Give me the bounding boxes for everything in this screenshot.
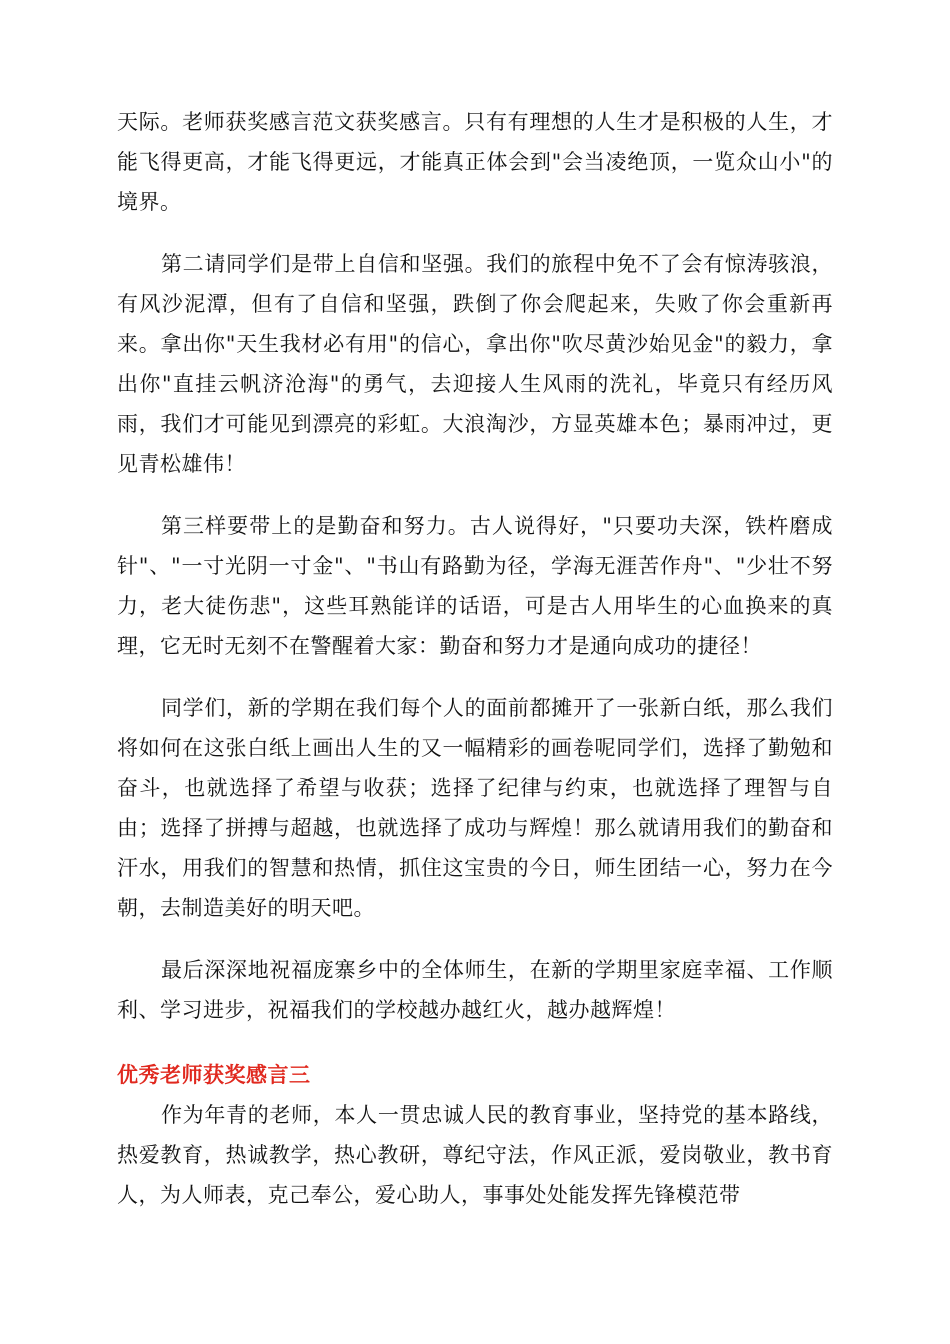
paragraph-4: 同学们，新的学期在我们每个人的面前都摊开了一张新白纸，那么我们将如何在这张白纸上画出人生的又一幅精彩的画卷呢同学们，选择了勤勉和奋斗，也就选择了希望与收获；选择了纪律与约束，也就选择了理智与自由；选择了拼搏与超越，也就选择了成功与辉煌！那么就请用我们的勤奋和汗水，用我们的智慧和热情，抓住这宝贵的今日，师生团结一心，努力在今朝，去制造美好的明天吧。 <box>117 696 833 920</box>
section-heading: 优秀老师获奖感言三 <box>117 1063 311 1087</box>
paragraph-5: 最后深深地祝福庞寨乡中的全体师生，在新的学期里家庭幸福、工作顺利、学习进步，祝福我们的学校越办越红火，越办越辉煌！ <box>117 958 833 1022</box>
section-paragraph: 作为年青的老师，本人一贯忠诚人民的教育事业，坚持党的基本路线，热爱教育，热诚教学，热心教研，尊纪守法，作风正派，爱岗敬业，教书育人，为人师表，克己奉公，爱心助人，事事处处能发挥先锋模范带 <box>117 1103 833 1207</box>
paragraph-2: 第二请同学们是带上自信和坚强。我们的旅程中免不了会有惊涛骇浪，有风沙泥潭，但有了自信和坚强，跌倒了你会爬起来，失败了你会重新再来。拿出你"天生我材必有用"的信心，拿出你"吹尽黄沙始见金"的毅力，拿出你"直挂云帆济沧海"的勇气，去迎接人生风雨的洗礼，毕竟只有经历风雨，我们才可能见到漂亮的彩虹。大浪淘沙，方显英雄本色；暴雨冲过，更见青松雄伟！ <box>117 252 833 476</box>
paragraph-3: 第三样要带上的是勤奋和努力。古人说得好，"只要功夫深，铁杵磨成针"、"一寸光阴一寸金"、"书山有路勤为径，学海无涯苦作舟"、"少壮不努力，老大徒伤悲"，这些耳熟能详的话语，可是古人用毕生的心血换来的真理，它无时无刻不在警醒着大家：勤奋和努力才是通向成功的捷径！ <box>117 514 833 658</box>
paragraph-1: 天际。老师获奖感言范文获奖感言。只有有理想的人生才是积极的人生，才能飞得更高，才能飞得更远，才能真正体会到"会当凌绝顶，一览众山小"的境界。 <box>117 110 833 214</box>
document-page <box>117 102 833 1215</box>
